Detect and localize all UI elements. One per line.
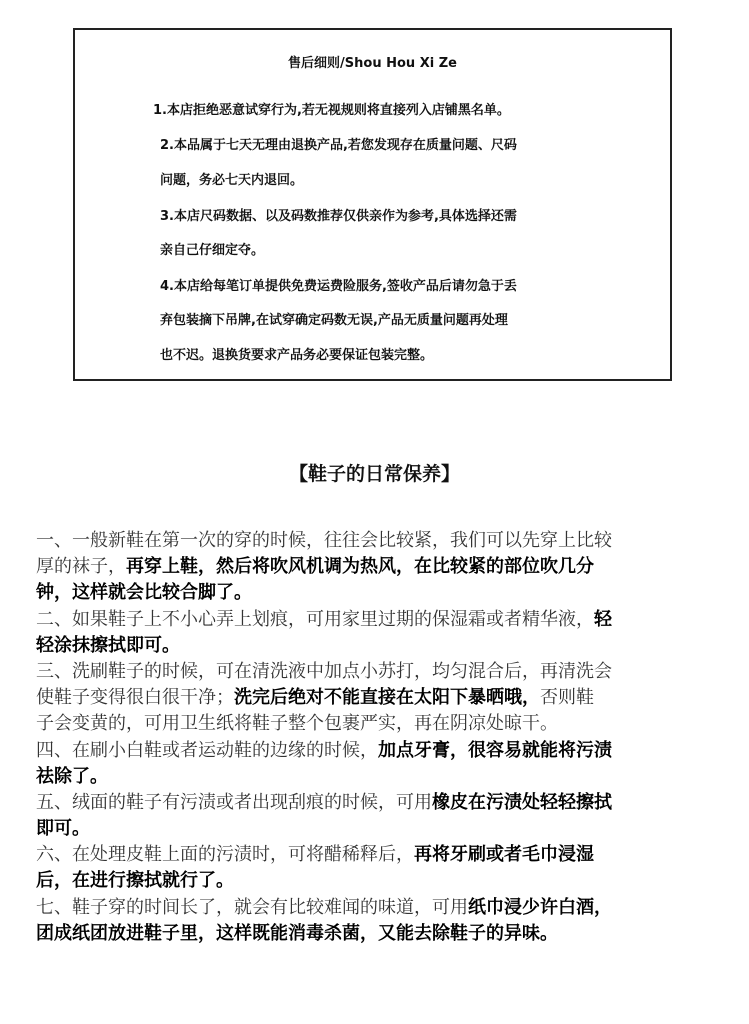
policy-line: 3.本店尺码数据、以及码数推荐仅供亲作为参考,具体选择还需 xyxy=(160,209,517,224)
care-line xyxy=(36,790,726,816)
policy-title: 售后细则/Shou Hou Xi Ze xyxy=(288,56,457,71)
policy-line: 亲自己仔细定夺。 xyxy=(160,243,265,258)
care-bold-text: 轻涂抹擦拭即可。 xyxy=(36,634,180,656)
care-text: 子会变黄的，可用卫生纸将鞋子整个包裹严实，再在阴凉处晾干。 xyxy=(36,713,558,735)
care-text: 七、鞋子穿的时间长了，就会有比较难闻的味道，可用 xyxy=(36,896,468,918)
policy-line: 4.本店给每笔订单提供免费运费险服务,签收产品后请勿急于丢 xyxy=(160,279,517,294)
shoe-care-title: 【鞋子的日常保养】 xyxy=(288,463,460,485)
policy-line: 1.本店拒绝恶意试穿行为,若无视规则将直接列入店铺黑名单。 xyxy=(153,103,510,118)
shoe-care-list xyxy=(36,528,726,947)
care-text: 使鞋子变得很白很干净； xyxy=(36,687,234,709)
care-line xyxy=(36,738,726,764)
care-text: 二、如果鞋子上不小心弄上划痕，可用家里过期的保湿霜或者精华液， xyxy=(36,608,594,630)
policy-line: 问题，务必七天内退回。 xyxy=(160,173,304,188)
care-line xyxy=(36,528,726,554)
care-line xyxy=(36,580,726,606)
care-bold-text: 后，在进行擦拭就行了。 xyxy=(36,870,234,892)
care-line xyxy=(36,633,726,659)
care-line xyxy=(36,895,726,921)
care-bold-text: 加点牙膏，很容易就能将污渍 xyxy=(378,739,612,761)
policy-line: 也不迟。退换货要求产品务必要保证包装完整。 xyxy=(160,348,434,363)
care-text: 否则鞋 xyxy=(540,687,594,709)
care-text: 厚的袜子， xyxy=(36,556,126,578)
care-bold-text: 团成纸团放进鞋子里，这样既能消毒杀菌，又能去除鞋子的异味。 xyxy=(36,922,558,944)
care-line xyxy=(36,842,726,868)
care-bold-text: 洗完后绝对不能直接在太阳下暴晒哦， xyxy=(234,687,540,709)
care-line xyxy=(36,868,726,894)
care-bold-text: 再将牙刷或者毛巾浸湿 xyxy=(414,844,594,866)
care-line xyxy=(36,816,726,842)
care-bold-text: 钟，这样就会比较合脚了。 xyxy=(36,582,252,604)
policy-line: 弃包装摘下吊牌,在试穿确定码数无误,产品无质量问题再处理 xyxy=(160,313,508,328)
policy-line: 2.本品属于七天无理由退换产品,若您发现存在质量问题、尺码 xyxy=(160,138,517,153)
care-text: 三、洗刷鞋子的时候，可在清洗液中加点小苏打，均匀混合后，再清洗会 xyxy=(36,660,612,682)
care-line xyxy=(36,921,726,947)
care-text: 四、在刷小白鞋或者运动鞋的边缘的时候， xyxy=(36,739,378,761)
care-line xyxy=(36,685,726,711)
care-text: 五、绒面的鞋子有污渍或者出现刮痕的时候，可用 xyxy=(36,791,432,813)
care-bold-text: 再穿上鞋，然后将吹风机调为热风，在比较紧的部位吹几分 xyxy=(126,556,594,578)
care-bold-text: 轻 xyxy=(594,608,612,630)
care-line xyxy=(36,711,726,737)
care-text: 六、在处理皮鞋上面的污渍时，可将醋稀释后， xyxy=(36,844,414,866)
care-line xyxy=(36,659,726,685)
care-bold-text: 橡皮在污渍处轻轻擦拭 xyxy=(432,791,612,813)
after-sales-policy-box xyxy=(73,28,672,381)
care-line xyxy=(36,554,726,580)
care-line xyxy=(36,764,726,790)
care-text: 一、一般新鞋在第一次的穿的时候，往往会比较紧，我们可以先穿上比较 xyxy=(36,530,612,551)
care-bold-text: 即可。 xyxy=(36,818,90,840)
care-bold-text: 纸巾浸少许白酒， xyxy=(468,896,612,918)
care-line xyxy=(36,607,726,633)
care-bold-text: 祛除了。 xyxy=(36,765,108,787)
